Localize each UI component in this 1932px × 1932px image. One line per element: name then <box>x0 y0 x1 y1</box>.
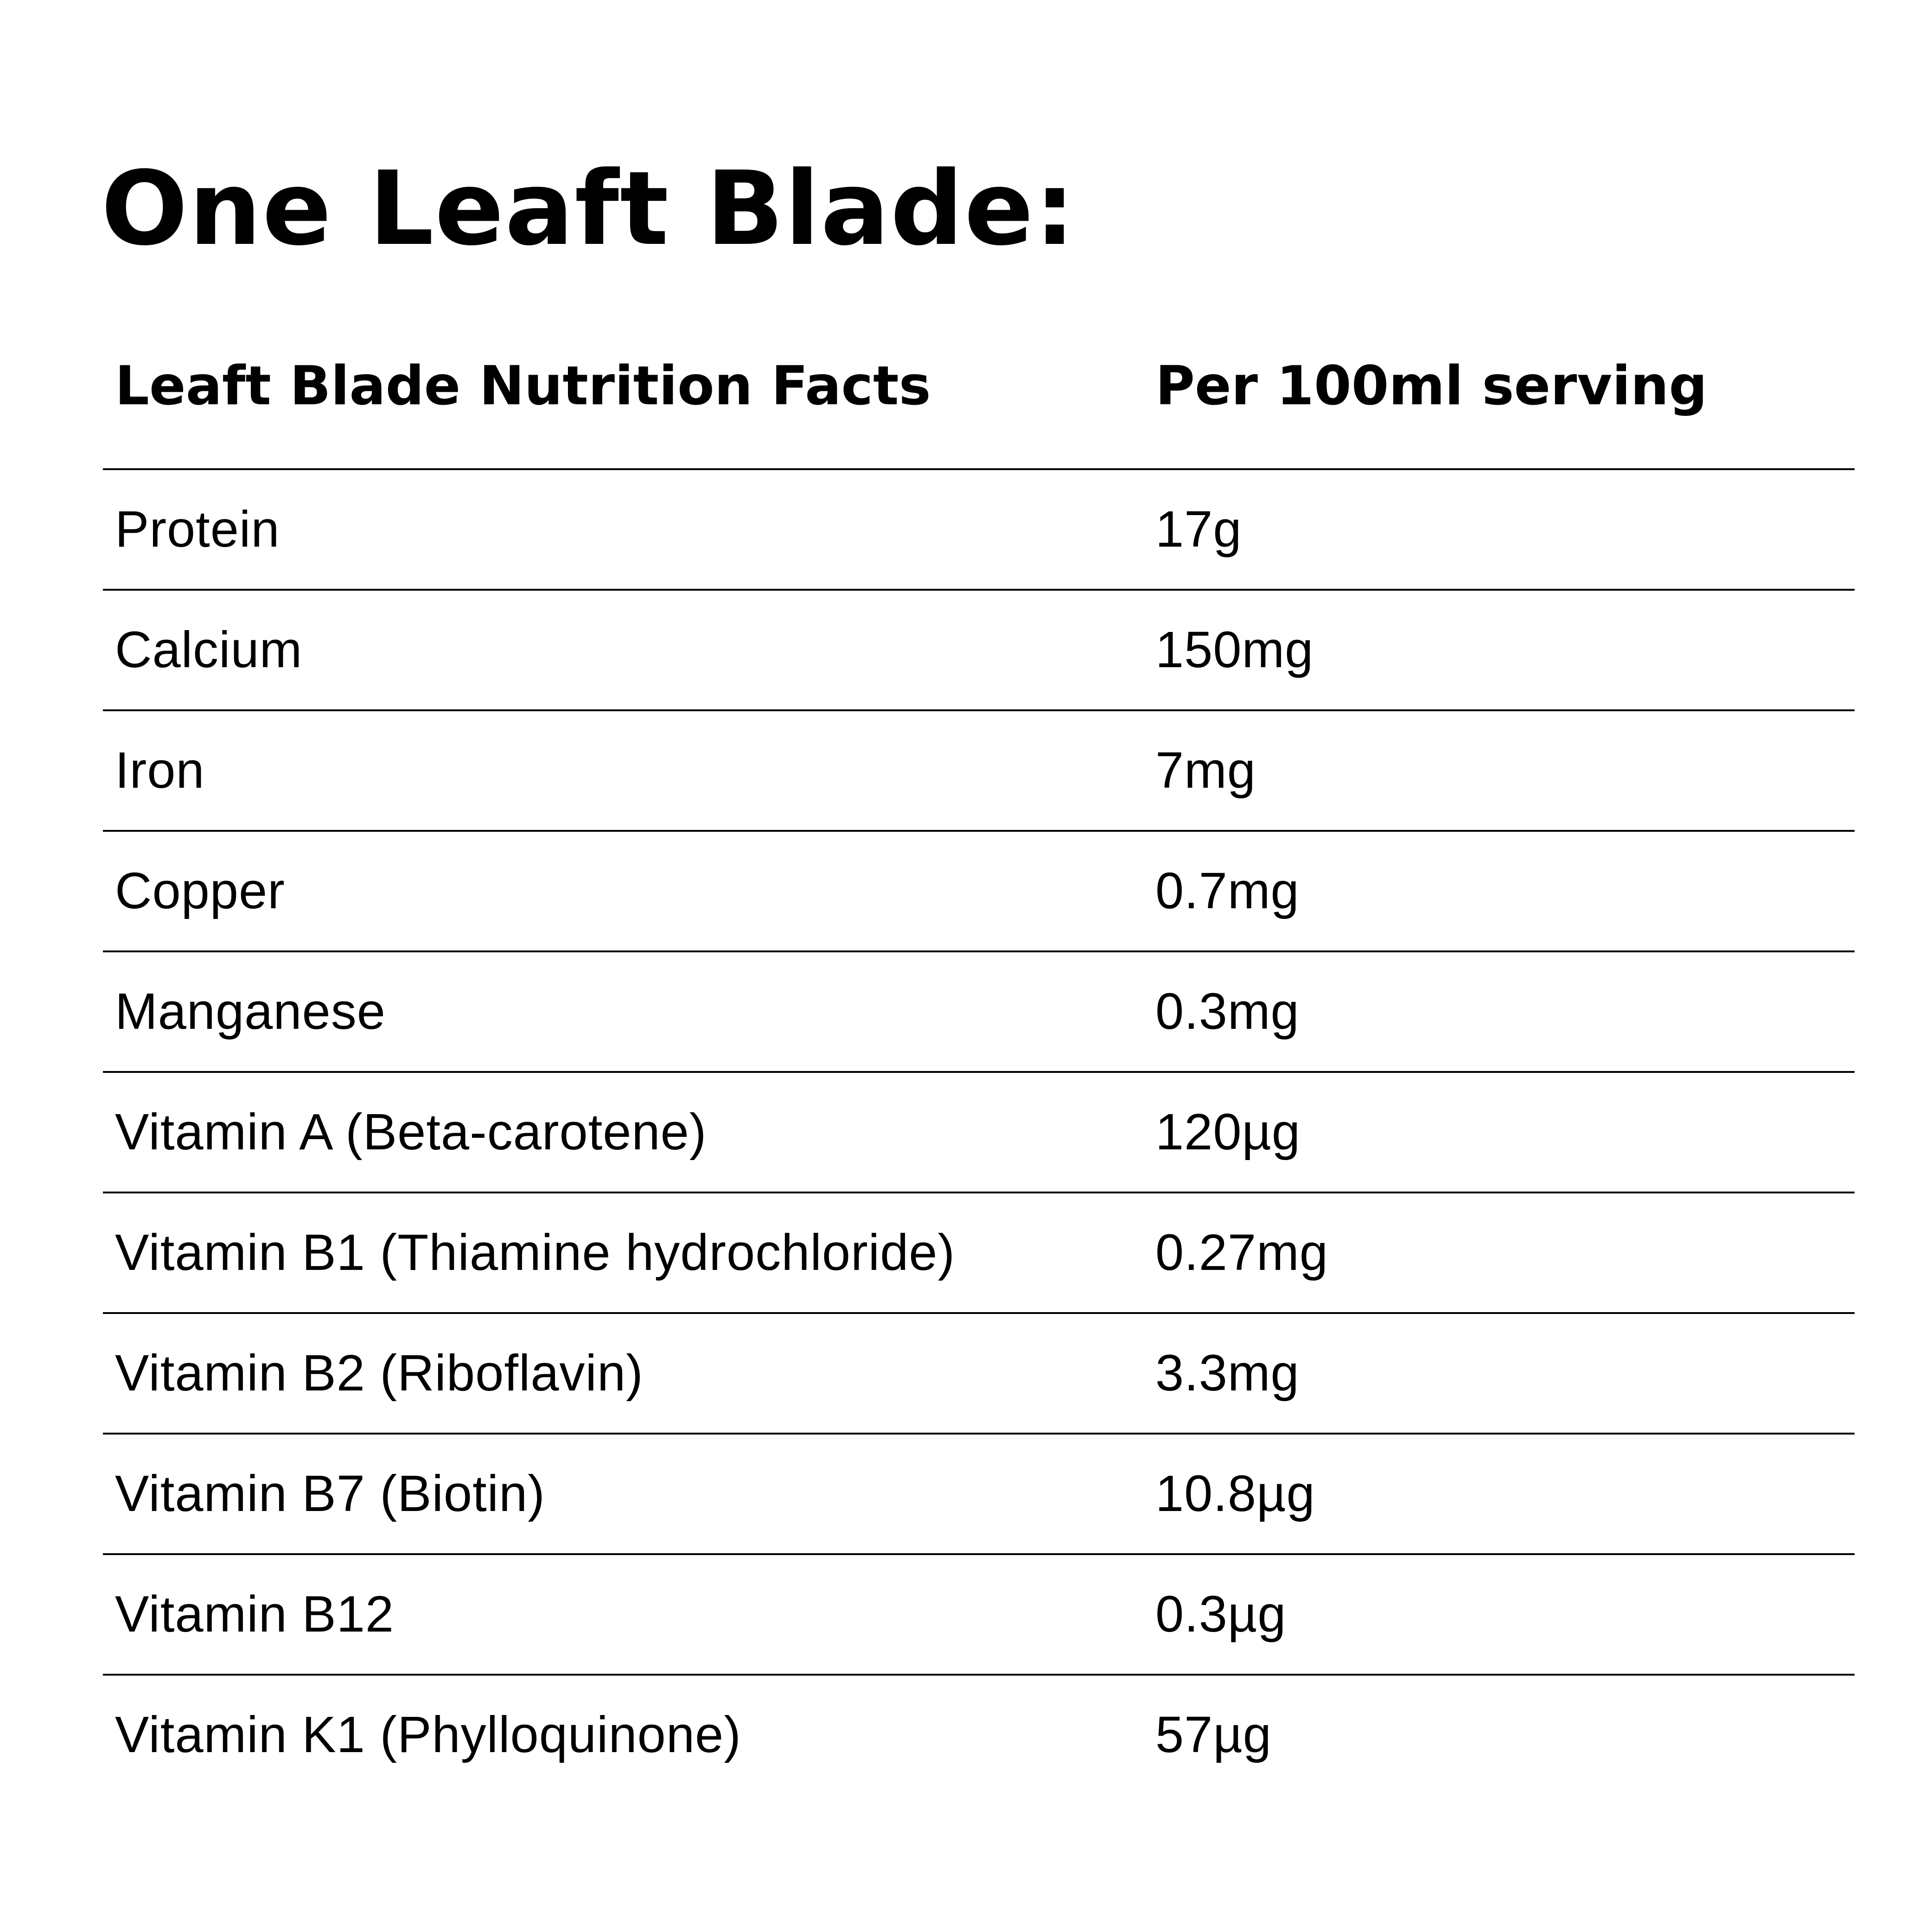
nutrient-amount: 120µg <box>1155 1103 1301 1160</box>
table-row <box>103 711 1855 832</box>
nutrient-amount: 10.8µg <box>1155 1465 1315 1522</box>
nutrient-name: Calcium <box>115 621 303 678</box>
nutrient-name: Vitamin B7 (Biotin) <box>115 1465 545 1522</box>
nutrient-amount: 0.27mg <box>1155 1224 1328 1281</box>
page-title: One Leaft Blade: <box>101 149 1076 268</box>
nutrient-amount: 0.3mg <box>1155 983 1300 1040</box>
nutrient-name: Vitamin A (Beta-carotene) <box>115 1103 707 1160</box>
table-row <box>103 1073 1855 1193</box>
nutrient-name: Vitamin K1 (Phylloquinone) <box>115 1706 741 1763</box>
nutrient-name: Iron <box>115 742 205 799</box>
nutrient-amount: 3.3mg <box>1155 1345 1300 1402</box>
nutrition-facts-table <box>103 334 1855 1794</box>
nutrient-name: Vitamin B2 (Riboflavin) <box>115 1345 644 1402</box>
table-row <box>103 952 1855 1073</box>
table-row <box>103 591 1855 711</box>
table-row <box>103 1314 1855 1435</box>
nutrient-column-header: Leaft Blade Nutrition Facts <box>115 355 931 417</box>
table-header <box>103 334 1855 470</box>
nutrient-name: Vitamin B1 (Thiamine hydrochloride) <box>115 1224 956 1281</box>
nutrient-amount: 7mg <box>1155 742 1256 799</box>
table-row <box>103 470 1855 591</box>
serving-column-header: Per 100ml serving <box>1155 355 1708 417</box>
nutrient-name: Manganese <box>115 983 386 1040</box>
nutrient-amount: 17g <box>1155 501 1242 558</box>
table-row <box>103 832 1855 952</box>
table-row <box>103 1676 1855 1794</box>
nutrient-amount: 57µg <box>1155 1706 1272 1763</box>
nutrient-name: Protein <box>115 501 280 558</box>
nutrient-amount: 0.7mg <box>1155 862 1300 919</box>
table-row <box>103 1435 1855 1555</box>
nutrient-name: Vitamin B12 <box>115 1586 395 1643</box>
nutrient-name: Copper <box>115 862 285 919</box>
nutrient-amount: 150mg <box>1155 621 1314 678</box>
table-row <box>103 1555 1855 1676</box>
table-row <box>103 1193 1855 1314</box>
nutrient-amount: 0.3µg <box>1155 1586 1287 1643</box>
